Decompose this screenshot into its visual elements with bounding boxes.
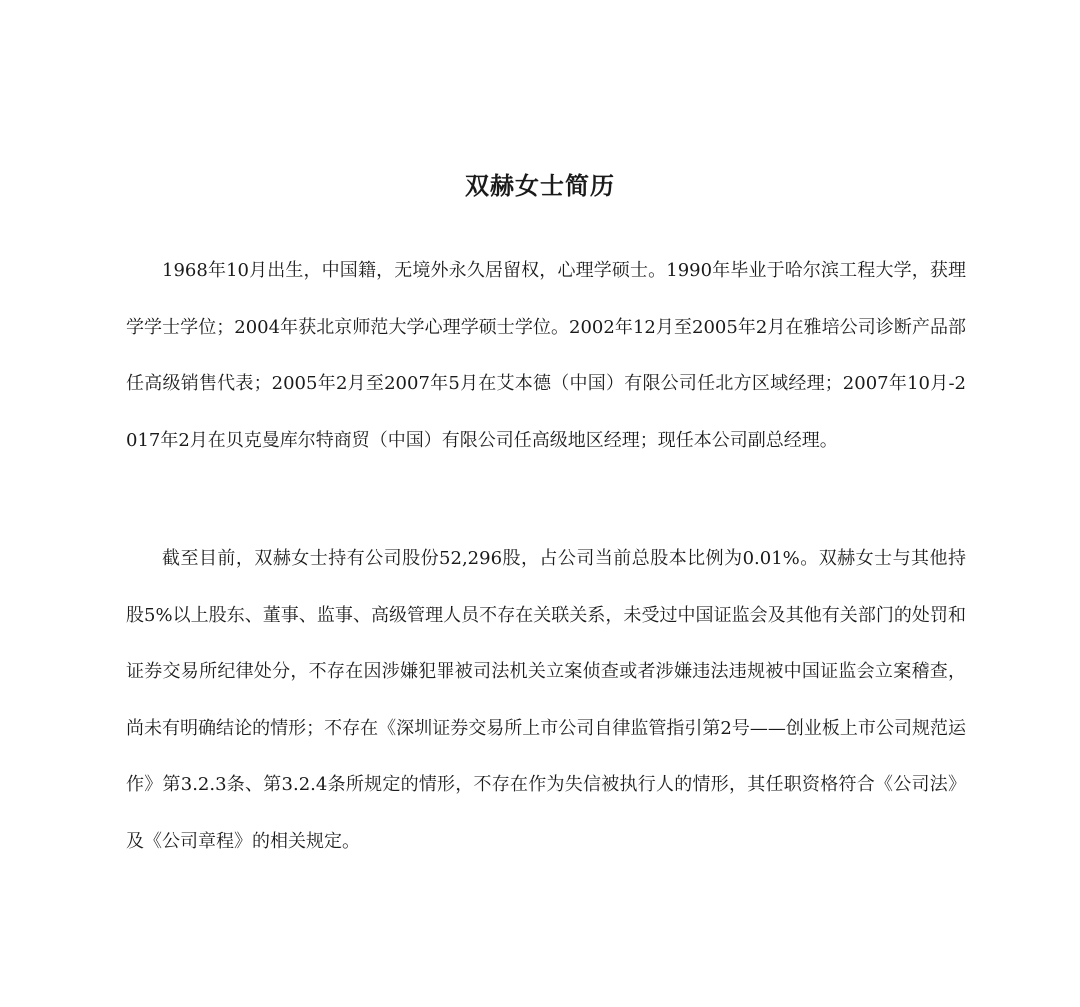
paragraph-biography: 1968年10月出生，中国籍，无境外永久居留权，心理学硕士。1990年毕业于哈尔滨工程大学，获理学学士学位；2004年获北京师范大学心理学硕士学位。2002年12月至2005年2月在雅培公司诊断产品部任高级销售代表；2005年2月至2007年5月在艾本德（中国）有限公司任北方区域经理；2007年10月-2017年2月在贝克曼库尔特商贸（中国）有限公司任高级地区经理；现任本公司副总经理。 <box>126 260 966 451</box>
paragraph-shareholding-compliance: 截至目前，双赫女士持有公司股份52,296股，占公司当前总股本比例为0.01%。双赫女士与其他持股5%以上股东、董事、监事、高级管理人员不存在关联关系，未受过中国证监会及其他有关部门的处罚和证券交易所纪律处分，不存在因涉嫌犯罪被司法机关立案侦查或者涉嫌违法违规被中国证监会立案稽查，尚未有明确结论的情形；不存在《深圳证券交易所上市公司自律监管指引第2号——创业板上市公司规范运作》第3.2.3条、第3.2.4条所规定的情形，不存在作为失信被执行人的情形，其任职资格符合《公司法》及《公司章程》的相关规定。 <box>126 548 966 852</box>
document-title: 双赫女士简历 <box>465 171 615 200</box>
